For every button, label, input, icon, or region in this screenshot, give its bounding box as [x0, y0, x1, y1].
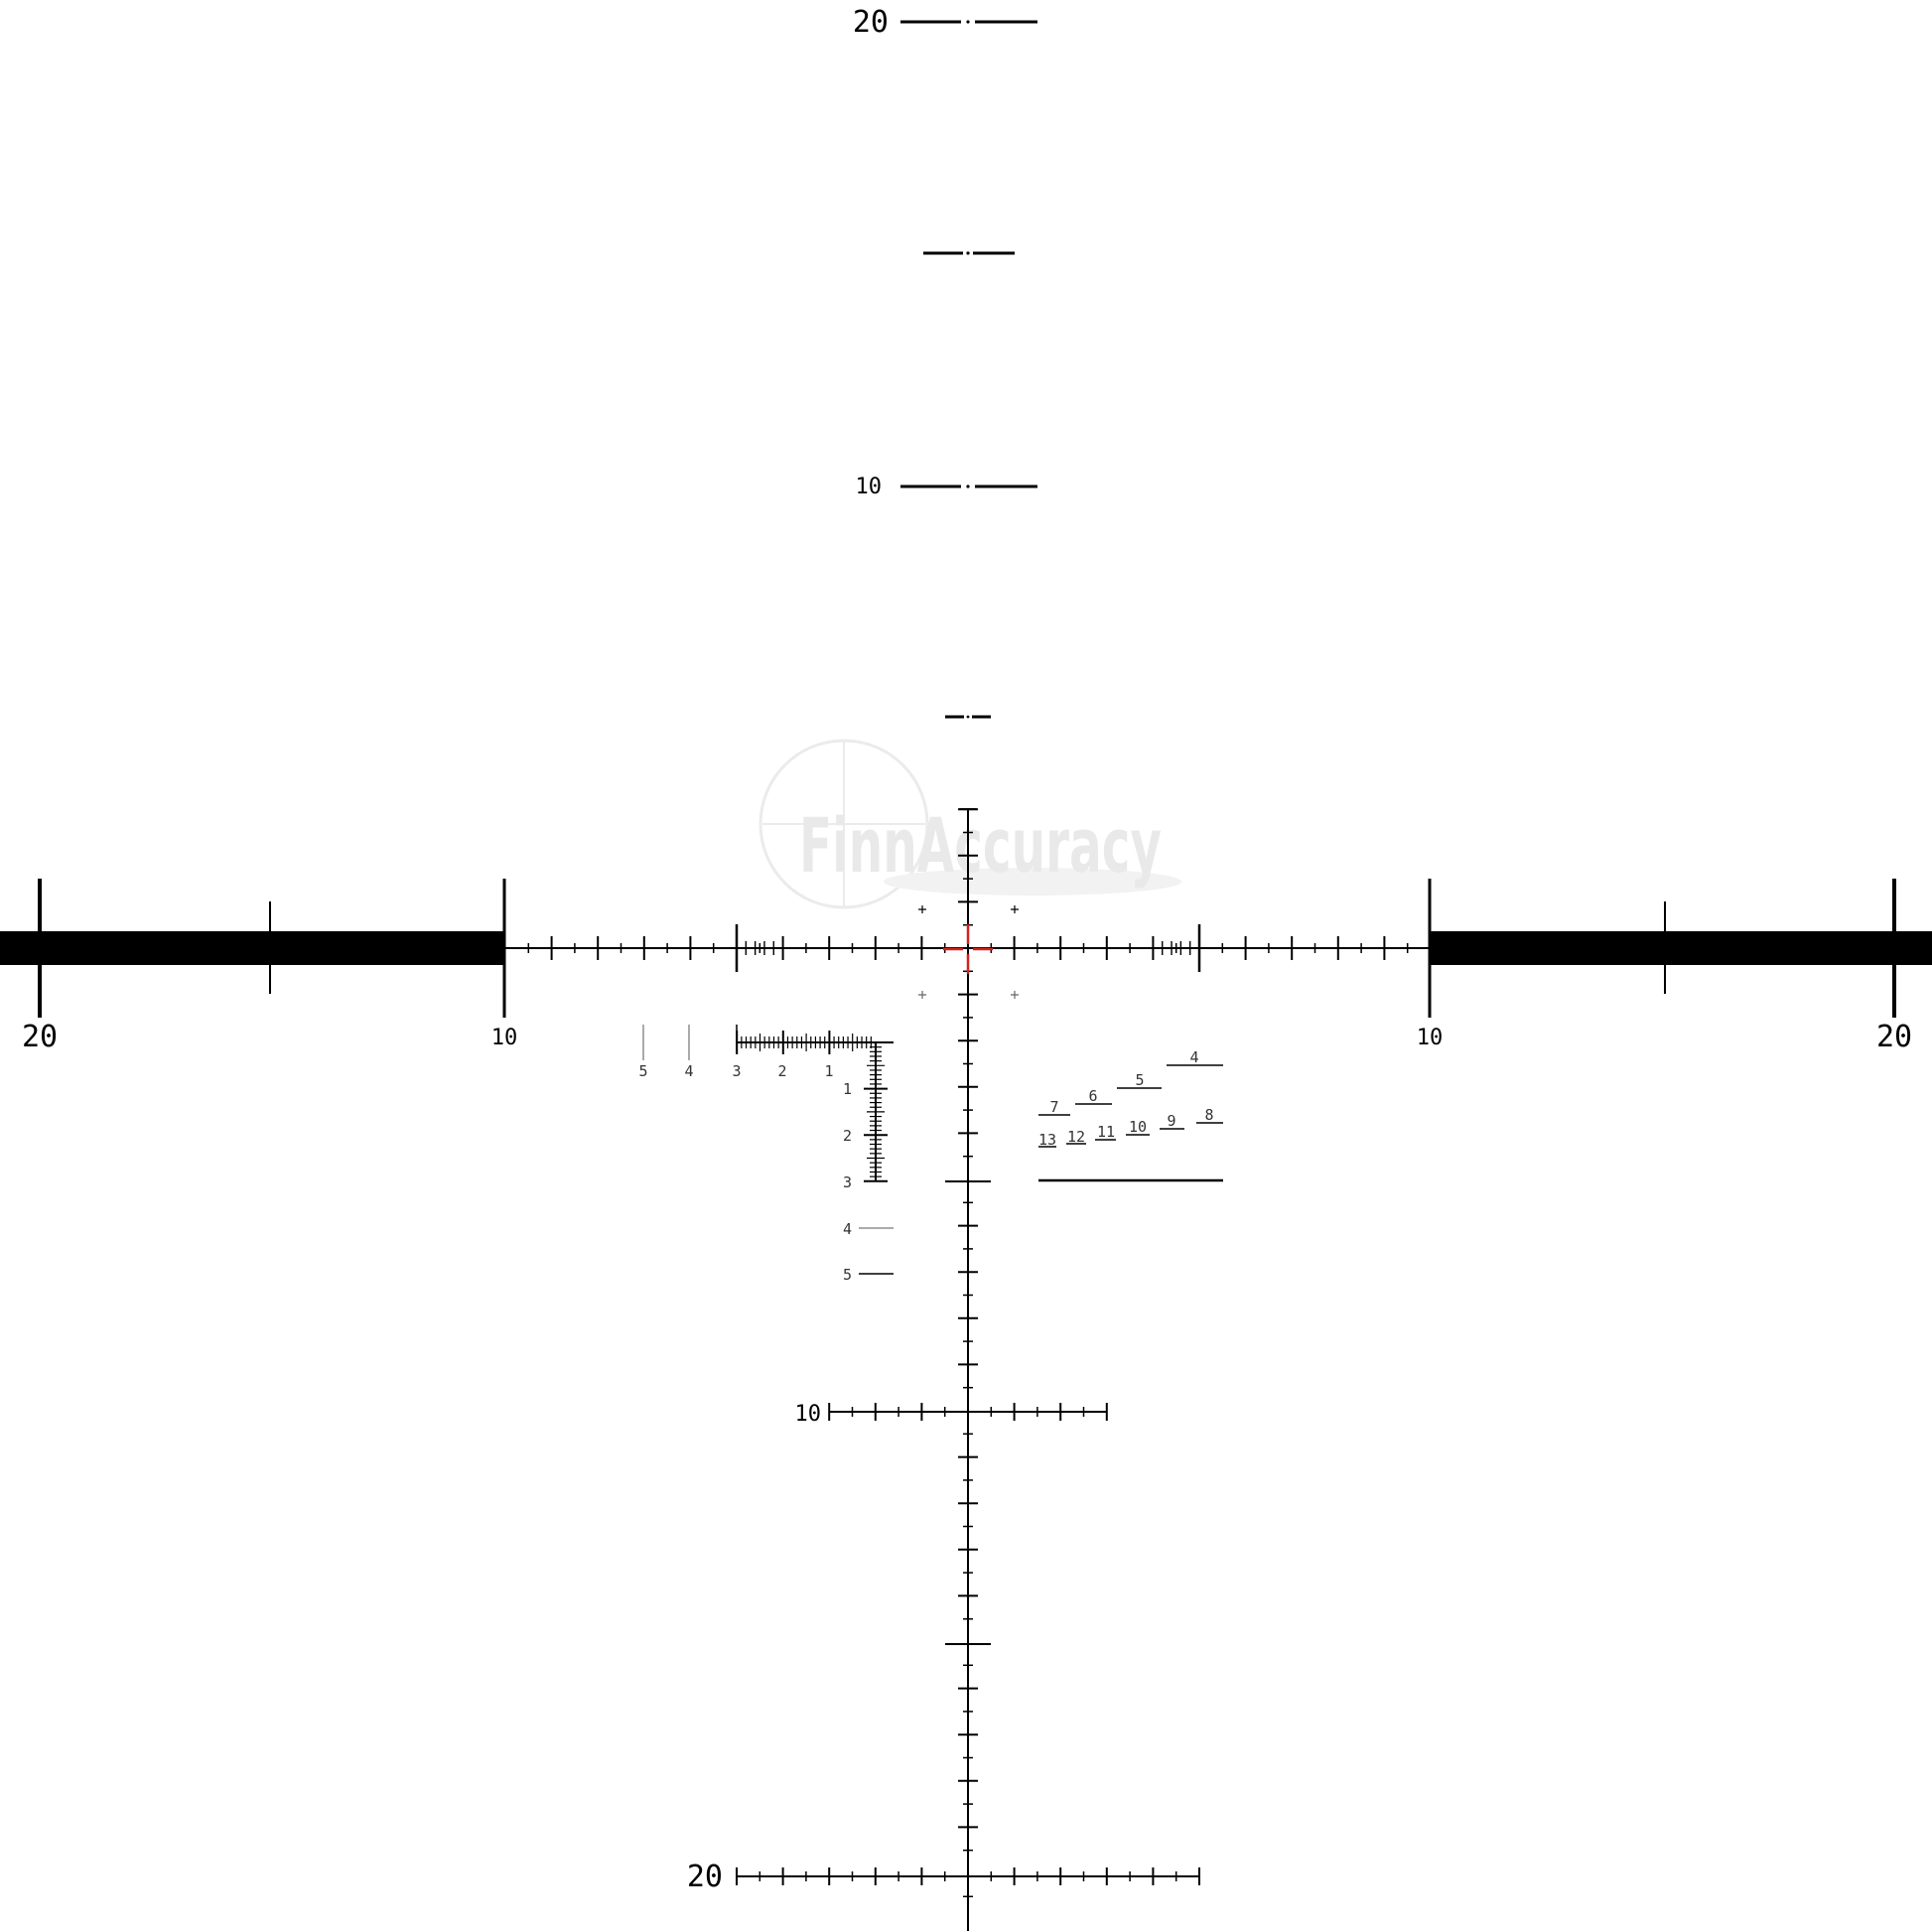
plus-marker-top-left: [918, 905, 926, 913]
stadia-num-8: 8: [1204, 1106, 1214, 1124]
vertical-crosshair: [958, 809, 978, 1931]
watermark-logo: [760, 741, 1181, 907]
plus-marker-bottom-left: [918, 991, 926, 999]
stadia-num-12: 12: [1066, 1128, 1086, 1146]
rs-v-num-3: 3: [842, 1173, 852, 1191]
rs-h-num-3: 3: [732, 1062, 742, 1080]
stadia-num-11: 11: [1096, 1123, 1116, 1141]
h-label-left-20: 20: [21, 1020, 59, 1054]
ranging-scale: [643, 1025, 894, 1274]
v-label-bottom-20: 20: [686, 1860, 723, 1894]
stadia-num-7: 7: [1049, 1098, 1059, 1116]
plus-marker-top-right: [1011, 905, 1019, 913]
holdover-dot-20: [966, 20, 969, 23]
rs-v-num-2: 2: [842, 1127, 852, 1145]
horizontal-crosshair: [0, 879, 1932, 1018]
rs-v-num-4: 4: [842, 1220, 852, 1238]
plus-marker-bottom-right: [1011, 991, 1019, 999]
stadia-num-5: 5: [1135, 1071, 1145, 1089]
rs-h-num-1: 1: [824, 1062, 834, 1080]
v-label-bottom-10: 10: [794, 1402, 821, 1427]
stadia-num-4: 4: [1189, 1048, 1199, 1066]
rs-h-num-2: 2: [777, 1062, 787, 1080]
h-label-right-10: 10: [1416, 1026, 1444, 1050]
rs-v-num-5: 5: [842, 1266, 852, 1284]
h-label-right-20: 20: [1875, 1020, 1913, 1054]
h-label-left-10: 10: [490, 1026, 518, 1050]
upper-holdover-bars: [900, 22, 1037, 717]
watermark-text: FinnAccuracy: [799, 801, 1162, 890]
v-label-top-20: 20: [852, 5, 889, 40]
holdover-dot-10: [966, 484, 969, 487]
rs-h-num-4: 4: [684, 1062, 694, 1080]
holdover-dot-15: [966, 251, 969, 254]
v-label-top-10: 10: [855, 475, 882, 499]
holdover-dot-5: [967, 716, 970, 719]
left-thick-post: [0, 931, 504, 965]
stadia-num-13: 13: [1037, 1131, 1057, 1149]
upper-holdover-dots: [966, 20, 969, 718]
rs-h-num-5: 5: [638, 1062, 648, 1080]
right-thick-post: [1430, 931, 1932, 965]
stadia-num-9: 9: [1167, 1112, 1176, 1130]
stadia-num-10: 10: [1128, 1118, 1148, 1136]
rs-v-num-1: 1: [842, 1080, 852, 1098]
stadia-num-6: 6: [1088, 1087, 1098, 1105]
